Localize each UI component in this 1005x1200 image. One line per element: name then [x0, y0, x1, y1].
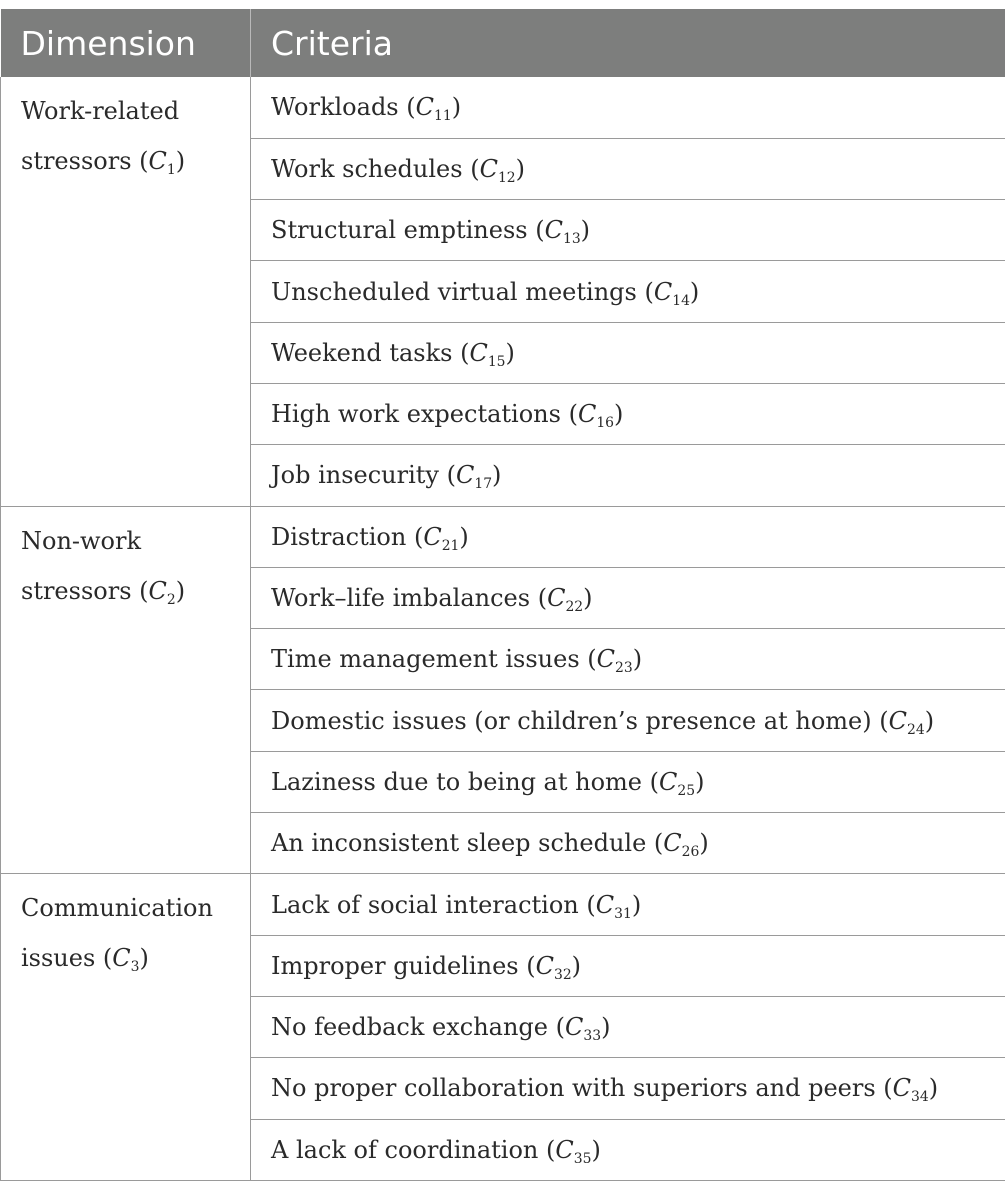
criteria-cell: Lack of social interaction $(C_{31})$ — [251, 874, 1005, 935]
criteria-code-subscript: 24 — [906, 721, 925, 738]
criteria-code-subscript: 17 — [474, 476, 493, 493]
criteria-cell: Job insecurity $(C_{17})$ — [251, 445, 1005, 506]
dimension-header: Dimension — [1, 9, 251, 77]
criteria-label: Improper guidelines — [271, 951, 519, 980]
criteria-code-subscript: 22 — [565, 598, 584, 615]
criteria-code-subscript: 33 — [583, 1027, 602, 1044]
criteria-cell: Distraction $(C_{21})$ — [251, 506, 1005, 567]
dimension-cell: Communication issues $(C_3)$ — [1, 874, 251, 1180]
dimension-code: C — [112, 944, 131, 973]
criteria-cell: No proper collaboration with superiors and peers $(C_{34})$ — [251, 1058, 1005, 1119]
criteria-cell: A lack of coordination $(C_{35})$ — [251, 1119, 1005, 1180]
criteria-label: A lack of coordination — [271, 1135, 539, 1164]
criteria-code: C — [415, 93, 434, 122]
criteria-code-subscript: 25 — [677, 782, 696, 799]
dimension-code-subscript: 2 — [166, 591, 176, 608]
dimension-code: C — [148, 147, 167, 175]
criteria-code: C — [544, 216, 563, 245]
criteria-code: C — [479, 154, 498, 183]
criteria-code: C — [663, 829, 682, 858]
criteria-code: C — [564, 1013, 584, 1042]
criteria-code: C — [423, 522, 442, 551]
criteria-code-subscript: 14 — [672, 292, 690, 309]
criteria-label: Work–life imbalances — [271, 584, 531, 613]
criteria-cell: Weekend tasks $(C_{15})$ — [251, 322, 1005, 383]
criteria-code: C — [888, 706, 907, 735]
table-row — [1, 506, 1005, 567]
criteria-code: C — [577, 400, 597, 429]
criteria-label: An inconsistent sleep schedule — [271, 829, 647, 858]
criteria-label: Time management issues — [271, 645, 580, 674]
criteria-cell: Improper guidelines $(C_{32})$ — [251, 935, 1005, 996]
dimension-label: Work-related stressors — [21, 97, 180, 175]
criteria-cell: Laziness due to being at home $(C_{25})$ — [251, 751, 1005, 812]
criteria-code: C — [547, 584, 566, 613]
criteria-cell: No feedback exchange $(C_{33})$ — [251, 996, 1005, 1057]
criteria-label: No proper collaboration with superiors and peers — [271, 1074, 876, 1103]
dimension-code: C — [148, 576, 167, 605]
header-row — [1, 9, 1005, 77]
criteria-label: Structural emptiness — [271, 216, 528, 245]
criteria-code: C — [455, 461, 475, 490]
criteria-label: Domestic issues (or children’s presence at home) — [271, 706, 872, 735]
criteria-code-subscript: 35 — [573, 1150, 592, 1167]
criteria-cell: Structural emptiness $(C_{13})$ — [251, 200, 1005, 261]
criteria-cell: An inconsistent sleep schedule $(C_{26})$ — [251, 813, 1005, 874]
criteria-cell: Work–life imbalances $(C_{22})$ — [251, 567, 1005, 628]
criteria-table — [0, 9, 1005, 1181]
criteria-code-subscript: 16 — [596, 414, 615, 431]
criteria-cell: High work expectations $(C_{16})$ — [251, 383, 1005, 444]
criteria-code: C — [653, 277, 673, 306]
criteria-code-subscript: 34 — [911, 1089, 929, 1106]
criteria-code-subscript: 21 — [441, 537, 460, 554]
table-row — [1, 77, 1005, 138]
dimension-label: Communication issues — [21, 894, 213, 973]
dimension-cell: Work-related stressors $(C_1)$ — [1, 77, 251, 506]
criteria-cell: Time management issues $(C_{23})$ — [251, 629, 1005, 690]
criteria-cell: Work schedules $(C_{12})$ — [251, 138, 1005, 199]
criteria-code: C — [596, 645, 616, 674]
criteria-code-subscript: 12 — [497, 169, 516, 186]
dimension-code-subscript: 1 — [166, 161, 176, 178]
criteria-code-subscript: 32 — [553, 966, 572, 983]
criteria-label: No feedback exchange — [271, 1013, 548, 1042]
criteria-code-subscript: 31 — [614, 905, 632, 922]
table-row — [1, 874, 1005, 935]
dimension-label: Non-work stressors — [21, 526, 142, 605]
criteria-label: Work schedules — [271, 154, 463, 183]
criteria-cell: Unscheduled virtual meetings $(C_{14})$ — [251, 261, 1005, 322]
criteria-label: High work expectations — [271, 400, 561, 429]
criteria-label: Laziness due to being at home — [271, 767, 643, 796]
criteria-label: Distraction — [271, 522, 407, 551]
criteria-code-subscript: 23 — [615, 660, 633, 677]
criteria-code-subscript: 11 — [434, 108, 452, 125]
criteria-code-subscript: 13 — [562, 231, 581, 248]
criteria-code: C — [659, 767, 678, 796]
criteria-label: Workloads — [271, 93, 399, 122]
dimension-cell: Non-work stressors $(C_2)$ — [1, 506, 251, 874]
criteria-header: Criteria — [251, 9, 1005, 77]
table-body — [1, 77, 1005, 1180]
criteria-cell: Workloads $(C_{11})$ — [251, 77, 1005, 138]
criteria-code: C — [555, 1135, 574, 1164]
criteria-label: Lack of social interaction — [271, 890, 579, 919]
criteria-code: C — [535, 951, 554, 980]
criteria-code: C — [595, 890, 615, 919]
criteria-label: Job insecurity — [271, 461, 439, 490]
criteria-label: Unscheduled virtual meetings — [271, 277, 637, 306]
criteria-cell: Domestic issues (or children’s presence at home) $(C_{24})$ — [251, 690, 1005, 751]
criteria-code-subscript: 15 — [487, 353, 506, 370]
criteria-code: C — [892, 1074, 912, 1103]
criteria-label: Weekend tasks — [271, 338, 453, 367]
criteria-code-subscript: 26 — [681, 844, 700, 861]
dimension-code-subscript: 3 — [130, 959, 140, 976]
criteria-code: C — [469, 338, 488, 367]
